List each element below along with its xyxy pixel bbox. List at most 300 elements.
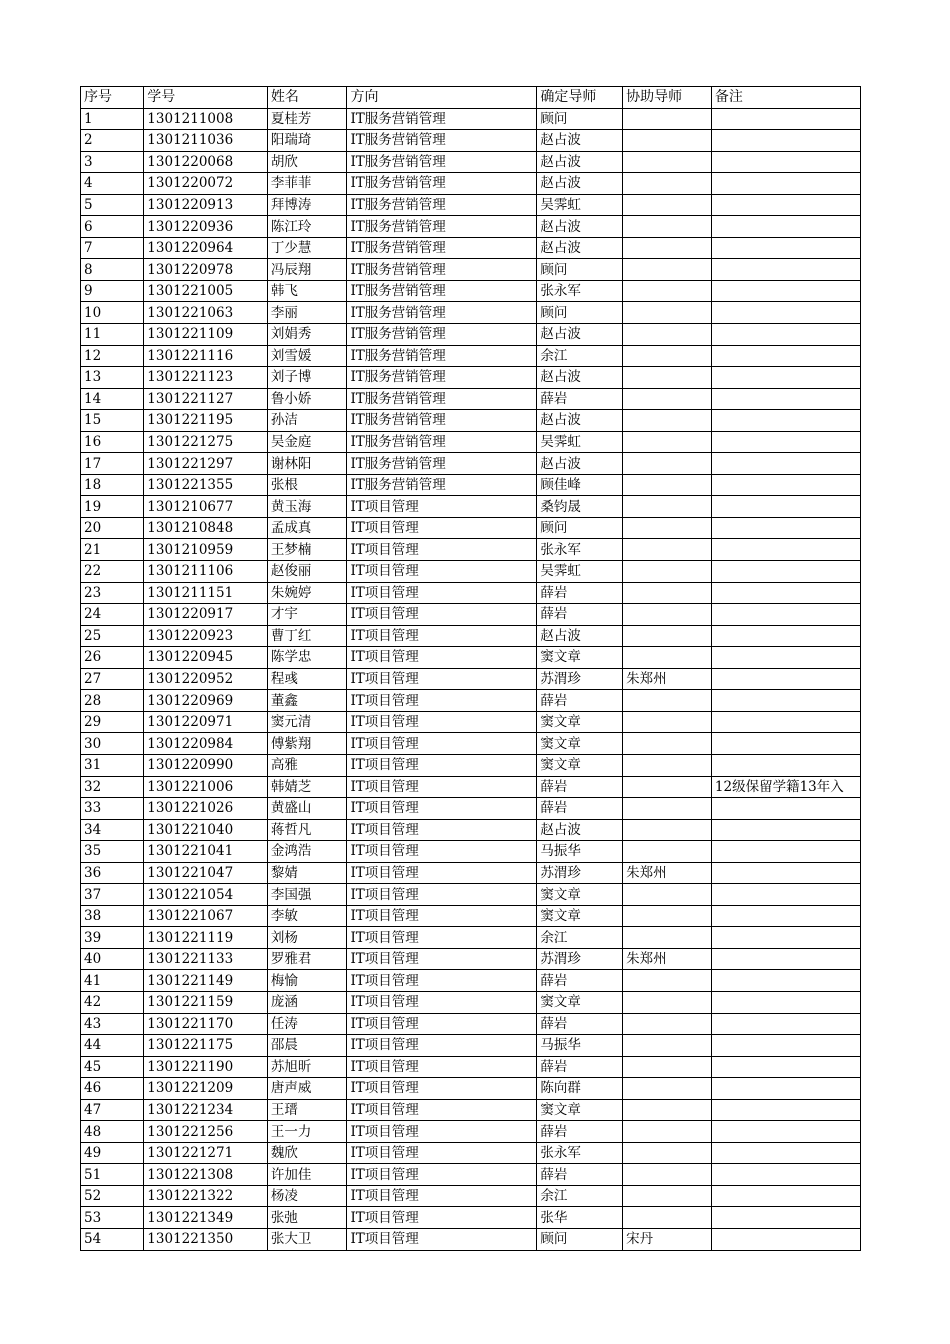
- table-row: [81, 367, 861, 389]
- cell-advisor: 余江: [537, 1185, 623, 1207]
- cell-direction: IT项目管理: [347, 711, 537, 733]
- cell-index: 22: [81, 561, 144, 583]
- cell-index: 20: [81, 517, 144, 539]
- cell-advisor: 赵占波: [537, 324, 623, 346]
- cell-student-id: 1301211151: [144, 582, 268, 604]
- cell-advisor: 马振华: [537, 841, 623, 863]
- header-index: 序号: [81, 87, 144, 109]
- cell-index: 34: [81, 819, 144, 841]
- cell-remarks: [711, 496, 860, 518]
- cell-remarks: [711, 237, 860, 259]
- table-row: [81, 733, 861, 755]
- cell-advisor: 薛岩: [537, 690, 623, 712]
- cell-co-advisor: [623, 1013, 712, 1035]
- cell-advisor: 窦文章: [537, 754, 623, 776]
- cell-name: 窦元清: [267, 711, 347, 733]
- cell-index: 35: [81, 841, 144, 863]
- cell-remarks: [711, 539, 860, 561]
- cell-co-advisor: [623, 388, 712, 410]
- table-row: [81, 130, 861, 152]
- cell-index: 42: [81, 991, 144, 1013]
- cell-student-id: 1301211008: [144, 108, 268, 130]
- cell-remarks: [711, 1013, 860, 1035]
- cell-student-id: 1301221109: [144, 324, 268, 346]
- cell-index: 8: [81, 259, 144, 281]
- cell-direction: IT服务营销管理: [347, 367, 537, 389]
- cell-name: 赵俊丽: [267, 561, 347, 583]
- cell-index: 31: [81, 754, 144, 776]
- cell-co-advisor: [623, 345, 712, 367]
- cell-co-advisor: [623, 625, 712, 647]
- cell-direction: IT服务营销管理: [347, 324, 537, 346]
- cell-co-advisor: [623, 302, 712, 324]
- table-row: [81, 173, 861, 195]
- cell-remarks: [711, 819, 860, 841]
- cell-remarks: [711, 711, 860, 733]
- table-row: [81, 1142, 861, 1164]
- cell-name: 高雅: [267, 754, 347, 776]
- cell-student-id: 1301220978: [144, 259, 268, 281]
- cell-student-id: 1301221040: [144, 819, 268, 841]
- cell-advisor: 赵占波: [537, 151, 623, 173]
- cell-index: 28: [81, 690, 144, 712]
- cell-remarks: [711, 561, 860, 583]
- cell-name: 傅紫翔: [267, 733, 347, 755]
- cell-remarks: [711, 625, 860, 647]
- table-row: [81, 841, 861, 863]
- cell-co-advisor: [623, 604, 712, 626]
- cell-name: 谢林阳: [267, 453, 347, 475]
- table-row: [81, 819, 861, 841]
- cell-direction: IT服务营销管理: [347, 280, 537, 302]
- table-row: [81, 194, 861, 216]
- cell-index: 49: [81, 1142, 144, 1164]
- table-row: [81, 1121, 861, 1143]
- cell-advisor: 赵占波: [537, 819, 623, 841]
- table-row: [81, 1035, 861, 1057]
- cell-name: 吴金庭: [267, 431, 347, 453]
- cell-advisor: 张永军: [537, 280, 623, 302]
- cell-remarks: [711, 905, 860, 927]
- cell-direction: IT服务营销管理: [347, 194, 537, 216]
- cell-direction: IT项目管理: [347, 668, 537, 690]
- cell-co-advisor: [623, 841, 712, 863]
- cell-name: 任涛: [267, 1013, 347, 1035]
- cell-advisor: 窦文章: [537, 1099, 623, 1121]
- cell-name: 蒋哲凡: [267, 819, 347, 841]
- cell-student-id: 1301210848: [144, 517, 268, 539]
- cell-direction: IT项目管理: [347, 1185, 537, 1207]
- cell-direction: IT服务营销管理: [347, 216, 537, 238]
- cell-direction: IT项目管理: [347, 1207, 537, 1229]
- cell-direction: IT项目管理: [347, 1035, 537, 1057]
- cell-student-id: 1301221256: [144, 1121, 268, 1143]
- cell-student-id: 1301221123: [144, 367, 268, 389]
- cell-remarks: [711, 1185, 860, 1207]
- cell-index: 9: [81, 280, 144, 302]
- table-row: [81, 496, 861, 518]
- cell-co-advisor: [623, 970, 712, 992]
- cell-remarks: [711, 259, 860, 281]
- cell-remarks: [711, 130, 860, 152]
- cell-co-advisor: [623, 539, 712, 561]
- table-row: [81, 539, 861, 561]
- cell-student-id: 1301220952: [144, 668, 268, 690]
- cell-direction: IT项目管理: [347, 625, 537, 647]
- table-row: [81, 237, 861, 259]
- cell-direction: IT项目管理: [347, 1078, 537, 1100]
- cell-direction: IT服务营销管理: [347, 259, 537, 281]
- cell-index: 26: [81, 647, 144, 669]
- table-row: [81, 151, 861, 173]
- cell-co-advisor: [623, 561, 712, 583]
- cell-index: 45: [81, 1056, 144, 1078]
- table-row: [81, 905, 861, 927]
- cell-co-advisor: [623, 280, 712, 302]
- cell-direction: IT项目管理: [347, 1099, 537, 1121]
- cell-name: 刘雪媛: [267, 345, 347, 367]
- cell-remarks: [711, 1164, 860, 1186]
- cell-advisor: 窦文章: [537, 991, 623, 1013]
- cell-name: 程彧: [267, 668, 347, 690]
- table-row: [81, 970, 861, 992]
- cell-remarks: [711, 690, 860, 712]
- cell-name: 张根: [267, 474, 347, 496]
- cell-direction: IT项目管理: [347, 754, 537, 776]
- cell-advisor: 吴霁虹: [537, 431, 623, 453]
- cell-co-advisor: [623, 1078, 712, 1100]
- table-row: [81, 647, 861, 669]
- cell-remarks: [711, 927, 860, 949]
- cell-advisor: 薛岩: [537, 798, 623, 820]
- cell-direction: IT项目管理: [347, 841, 537, 863]
- table-row: [81, 1164, 861, 1186]
- cell-advisor: 薛岩: [537, 1164, 623, 1186]
- cell-advisor: 赵占波: [537, 173, 623, 195]
- cell-advisor: 顾问: [537, 108, 623, 130]
- cell-student-id: 1301221047: [144, 862, 268, 884]
- table-row: [81, 604, 861, 626]
- cell-name: 李丽: [267, 302, 347, 324]
- cell-co-advisor: [623, 324, 712, 346]
- cell-direction: IT项目管理: [347, 948, 537, 970]
- cell-index: 16: [81, 431, 144, 453]
- cell-remarks: [711, 474, 860, 496]
- cell-student-id: 1301211106: [144, 561, 268, 583]
- cell-co-advisor: [623, 733, 712, 755]
- cell-advisor: 窦文章: [537, 905, 623, 927]
- cell-name: 魏欣: [267, 1142, 347, 1164]
- cell-remarks: [711, 884, 860, 906]
- header-co-advisor: 协助导师: [623, 87, 712, 109]
- cell-index: 54: [81, 1228, 144, 1250]
- cell-index: 36: [81, 862, 144, 884]
- cell-student-id: 1301221006: [144, 776, 268, 798]
- cell-index: 23: [81, 582, 144, 604]
- cell-index: 27: [81, 668, 144, 690]
- cell-student-id: 1301221159: [144, 991, 268, 1013]
- cell-student-id: 1301221275: [144, 431, 268, 453]
- cell-direction: IT项目管理: [347, 862, 537, 884]
- cell-remarks: [711, 194, 860, 216]
- cell-index: 13: [81, 367, 144, 389]
- cell-index: 53: [81, 1207, 144, 1229]
- cell-co-advisor: [623, 690, 712, 712]
- table-row: [81, 259, 861, 281]
- cell-co-advisor: [623, 1185, 712, 1207]
- cell-student-id: 1301221063: [144, 302, 268, 324]
- cell-remarks: [711, 324, 860, 346]
- cell-name: 唐声威: [267, 1078, 347, 1100]
- cell-direction: IT项目管理: [347, 927, 537, 949]
- cell-direction: IT项目管理: [347, 776, 537, 798]
- cell-direction: IT项目管理: [347, 1056, 537, 1078]
- table-row: [81, 1013, 861, 1035]
- cell-remarks: [711, 1207, 860, 1229]
- cell-direction: IT项目管理: [347, 582, 537, 604]
- cell-remarks: [711, 410, 860, 432]
- cell-advisor: 陈向群: [537, 1078, 623, 1100]
- cell-remarks: [711, 668, 860, 690]
- cell-direction: IT服务营销管理: [347, 151, 537, 173]
- cell-advisor: 窦文章: [537, 733, 623, 755]
- cell-name: 才宇: [267, 604, 347, 626]
- cell-name: 苏旭昕: [267, 1056, 347, 1078]
- table-row: [81, 625, 861, 647]
- cell-advisor: 吴霁虹: [537, 194, 623, 216]
- cell-index: 18: [81, 474, 144, 496]
- cell-student-id: 1301221308: [144, 1164, 268, 1186]
- cell-remarks: [711, 367, 860, 389]
- table-row: [81, 776, 861, 798]
- cell-index: 3: [81, 151, 144, 173]
- table-row: [81, 668, 861, 690]
- cell-direction: IT项目管理: [347, 517, 537, 539]
- table-row: [81, 1185, 861, 1207]
- cell-advisor: 顾问: [537, 259, 623, 281]
- cell-remarks: [711, 173, 860, 195]
- cell-co-advisor: [623, 647, 712, 669]
- cell-student-id: 1301221350: [144, 1228, 268, 1250]
- cell-co-advisor: 朱郑州: [623, 948, 712, 970]
- cell-advisor: 薛岩: [537, 970, 623, 992]
- cell-index: 15: [81, 410, 144, 432]
- table-row: [81, 474, 861, 496]
- cell-direction: IT项目管理: [347, 647, 537, 669]
- cell-co-advisor: [623, 1164, 712, 1186]
- cell-index: 48: [81, 1121, 144, 1143]
- header-direction: 方向: [347, 87, 537, 109]
- table-row: [81, 108, 861, 130]
- table-body: [81, 108, 861, 1250]
- cell-student-id: 1301220945: [144, 647, 268, 669]
- cell-advisor: 余江: [537, 927, 623, 949]
- cell-index: 33: [81, 798, 144, 820]
- cell-index: 21: [81, 539, 144, 561]
- cell-advisor: 张永军: [537, 1142, 623, 1164]
- cell-remarks: 12级保留学籍13年入: [711, 776, 860, 798]
- table-row: [81, 1078, 861, 1100]
- cell-index: 10: [81, 302, 144, 324]
- cell-advisor: 顾问: [537, 1228, 623, 1250]
- cell-remarks: [711, 604, 860, 626]
- cell-remarks: [711, 431, 860, 453]
- cell-remarks: [711, 1121, 860, 1143]
- cell-student-id: 1301220923: [144, 625, 268, 647]
- cell-student-id: 1301221116: [144, 345, 268, 367]
- cell-name: 李敏: [267, 905, 347, 927]
- cell-index: 40: [81, 948, 144, 970]
- cell-advisor: 桑钧晟: [537, 496, 623, 518]
- cell-direction: IT项目管理: [347, 604, 537, 626]
- cell-advisor: 苏渭珍: [537, 668, 623, 690]
- cell-remarks: [711, 1228, 860, 1250]
- cell-advisor: 薛岩: [537, 776, 623, 798]
- table-row: [81, 216, 861, 238]
- cell-advisor: 赵占波: [537, 130, 623, 152]
- cell-name: 王一力: [267, 1121, 347, 1143]
- cell-advisor: 赵占波: [537, 237, 623, 259]
- table-row: [81, 711, 861, 733]
- cell-remarks: [711, 280, 860, 302]
- cell-co-advisor: [623, 173, 712, 195]
- cell-student-id: 1301220917: [144, 604, 268, 626]
- cell-direction: IT项目管理: [347, 733, 537, 755]
- cell-direction: IT服务营销管理: [347, 410, 537, 432]
- cell-index: 47: [81, 1099, 144, 1121]
- table-row: [81, 302, 861, 324]
- cell-direction: IT项目管理: [347, 496, 537, 518]
- cell-co-advisor: [623, 819, 712, 841]
- table-row: [81, 517, 861, 539]
- cell-name: 金鸿浩: [267, 841, 347, 863]
- table-row: [81, 1228, 861, 1250]
- header-remarks: 备注: [711, 87, 860, 109]
- cell-index: 29: [81, 711, 144, 733]
- cell-co-advisor: 朱郑州: [623, 668, 712, 690]
- cell-remarks: [711, 798, 860, 820]
- cell-name: 罗雅君: [267, 948, 347, 970]
- cell-name: 李国强: [267, 884, 347, 906]
- cell-student-id: 1301220072: [144, 173, 268, 195]
- cell-name: 鲁小娇: [267, 388, 347, 410]
- cell-advisor: 张永军: [537, 539, 623, 561]
- cell-index: 5: [81, 194, 144, 216]
- cell-name: 韩婧芝: [267, 776, 347, 798]
- cell-index: 4: [81, 173, 144, 195]
- cell-index: 1: [81, 108, 144, 130]
- cell-index: 12: [81, 345, 144, 367]
- cell-co-advisor: [623, 367, 712, 389]
- cell-remarks: [711, 991, 860, 1013]
- table-row: [81, 582, 861, 604]
- cell-direction: IT项目管理: [347, 690, 537, 712]
- cell-remarks: [711, 754, 860, 776]
- cell-student-id: 1301221349: [144, 1207, 268, 1229]
- cell-advisor: 薛岩: [537, 1013, 623, 1035]
- cell-name: 王瑨: [267, 1099, 347, 1121]
- cell-student-id: 1301220969: [144, 690, 268, 712]
- cell-student-id: 1301211036: [144, 130, 268, 152]
- cell-co-advisor: [623, 754, 712, 776]
- cell-index: 43: [81, 1013, 144, 1035]
- cell-name: 陈江玲: [267, 216, 347, 238]
- cell-direction: IT项目管理: [347, 1142, 537, 1164]
- cell-index: 19: [81, 496, 144, 518]
- cell-co-advisor: [623, 130, 712, 152]
- cell-direction: IT项目管理: [347, 798, 537, 820]
- cell-advisor: 余江: [537, 345, 623, 367]
- cell-direction: IT服务营销管理: [347, 173, 537, 195]
- cell-co-advisor: [623, 474, 712, 496]
- cell-student-id: 1301221119: [144, 927, 268, 949]
- cell-name: 刘子博: [267, 367, 347, 389]
- cell-direction: IT项目管理: [347, 1228, 537, 1250]
- cell-name: 杨凌: [267, 1185, 347, 1207]
- cell-co-advisor: [623, 410, 712, 432]
- cell-co-advisor: [623, 259, 712, 281]
- cell-name: 胡欣: [267, 151, 347, 173]
- cell-co-advisor: [623, 194, 712, 216]
- cell-co-advisor: [623, 884, 712, 906]
- cell-student-id: 1301221190: [144, 1056, 268, 1078]
- cell-remarks: [711, 302, 860, 324]
- cell-advisor: 吴霁虹: [537, 561, 623, 583]
- cell-direction: IT服务营销管理: [347, 108, 537, 130]
- cell-student-id: 1301221041: [144, 841, 268, 863]
- cell-name: 冯辰翔: [267, 259, 347, 281]
- cell-remarks: [711, 733, 860, 755]
- cell-direction: IT项目管理: [347, 1013, 537, 1035]
- cell-student-id: 1301221234: [144, 1099, 268, 1121]
- cell-advisor: 薛岩: [537, 1121, 623, 1143]
- cell-advisor: 窦文章: [537, 647, 623, 669]
- cell-name: 邵晨: [267, 1035, 347, 1057]
- cell-advisor: 张华: [537, 1207, 623, 1229]
- cell-name: 董鑫: [267, 690, 347, 712]
- cell-co-advisor: [623, 905, 712, 927]
- cell-direction: IT项目管理: [347, 1121, 537, 1143]
- cell-co-advisor: [623, 1142, 712, 1164]
- table-row: [81, 690, 861, 712]
- cell-remarks: [711, 517, 860, 539]
- cell-name: 曹丁红: [267, 625, 347, 647]
- cell-direction: IT服务营销管理: [347, 474, 537, 496]
- cell-direction: IT项目管理: [347, 1164, 537, 1186]
- cell-student-id: 1301221133: [144, 948, 268, 970]
- cell-advisor: 顾问: [537, 517, 623, 539]
- table-row: [81, 280, 861, 302]
- cell-advisor: 薛岩: [537, 388, 623, 410]
- cell-direction: IT项目管理: [347, 970, 537, 992]
- cell-remarks: [711, 1035, 860, 1057]
- cell-remarks: [711, 1078, 860, 1100]
- cell-name: 拜博涛: [267, 194, 347, 216]
- cell-remarks: [711, 862, 860, 884]
- cell-name: 陈学忠: [267, 647, 347, 669]
- cell-name: 黄玉海: [267, 496, 347, 518]
- cell-name: 张弛: [267, 1207, 347, 1229]
- table-row: [81, 798, 861, 820]
- cell-direction: IT项目管理: [347, 819, 537, 841]
- cell-co-advisor: [623, 991, 712, 1013]
- cell-direction: IT项目管理: [347, 905, 537, 927]
- cell-advisor: 赵占波: [537, 410, 623, 432]
- cell-student-id: 1301221170: [144, 1013, 268, 1035]
- header-row: [81, 87, 861, 109]
- cell-student-id: 1301221297: [144, 453, 268, 475]
- cell-direction: IT项目管理: [347, 561, 537, 583]
